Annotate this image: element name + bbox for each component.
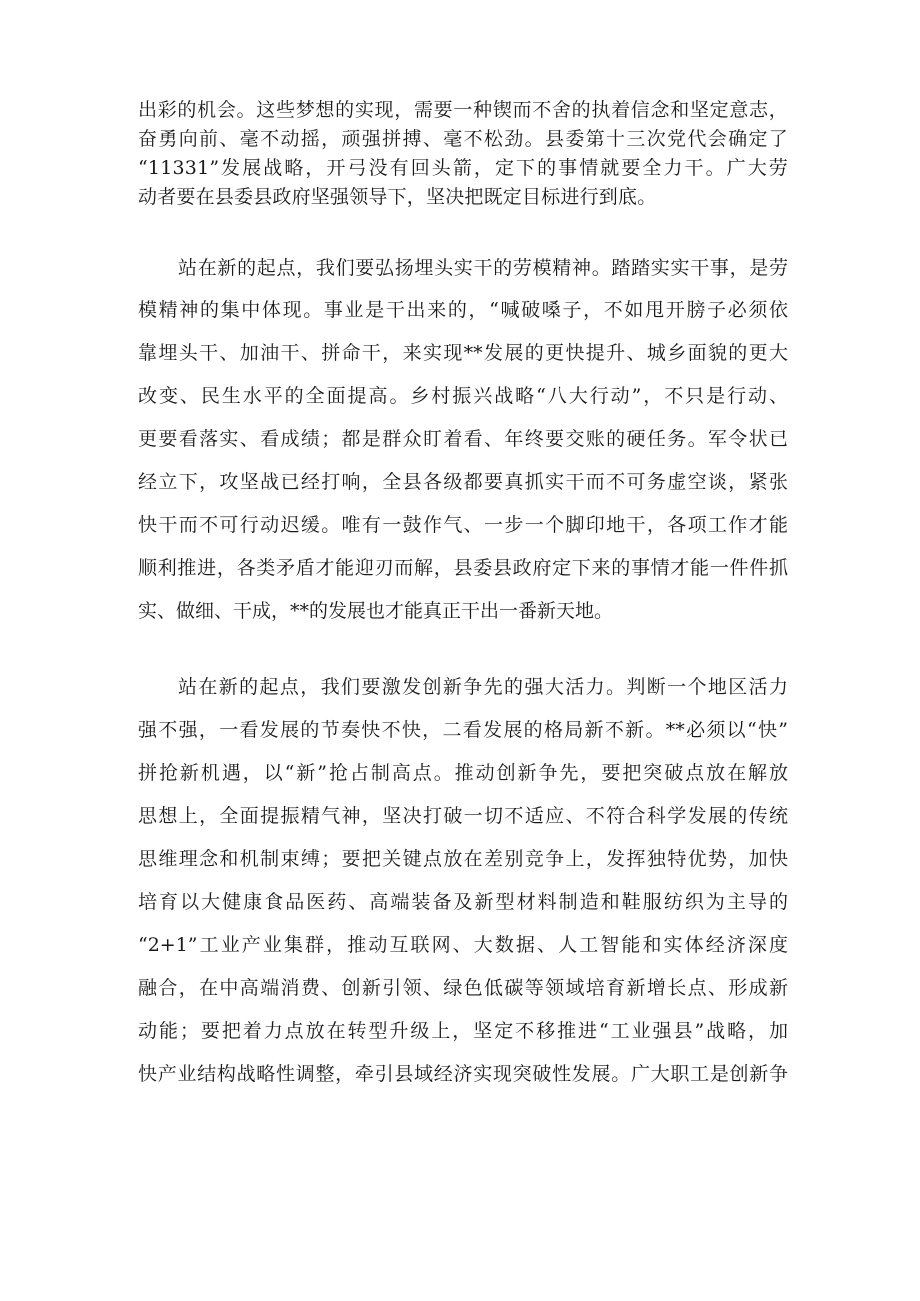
- paragraph-line: 动者要在县委县政府坚强领导下，坚决把既定目标进行到底。: [138, 186, 657, 208]
- paragraph-line: 强不强，一看发展的节奏快不快，二看发展的格局新不新。**必须以“快”: [138, 719, 788, 741]
- paragraph-line: 思维理念和机制束缚；要把关键点放在差别竞争上，发挥独特优势，加快: [138, 848, 788, 870]
- paragraph-line: 站在新的起点，我们要激发创新争先的强大活力。判断一个地区活力: [178, 676, 788, 698]
- paragraph-line: 模精神的集中体现。事业是干出来的，“喊破嗓子，不如甩开膀子必须依: [138, 299, 788, 321]
- paragraph-line: 经立下，攻坚战已经打响，全县各级都要真抓实干而不可务虚空谈，紧张: [138, 471, 788, 493]
- paragraph-line: 思想上，全面提振精气神，坚决打破一切不适应、不符合科学发展的传统: [138, 805, 788, 827]
- paragraph-line: 更要看落实、看成绩；都是群众盯着看、年终要交账的硬任务。军令状已: [138, 428, 788, 450]
- paragraph-line: “11331”发展战略，开弓没有回头箭，定下的事情就要全力干。广大劳: [138, 157, 788, 179]
- paragraph-line: 融合，在中高端消费、创新引领、绿色低碳等领域培育新增长点、形成新: [138, 977, 788, 999]
- paragraph-line: 拼抢新机遇，以“新”抢占制高点。推动创新争先，要把突破点放在解放: [138, 762, 788, 784]
- paragraph-line: 快干而不可行动迟缓。唯有一鼓作气、一步一个脚印地干，各项工作才能: [138, 514, 788, 536]
- paragraph-line: 动能；要把着力点放在转型升级上，坚定不移推进“工业强县”战略，加: [138, 1020, 788, 1042]
- paragraph-line: 快产业结构战略性调整，牵引县域经济实现突破性发展。广大职工是创新争: [138, 1063, 788, 1085]
- paragraph-line: 改变、民生水平的全面提高。乡村振兴战略“八大行动”，不只是行动、: [138, 385, 788, 407]
- paragraph-line: 出彩的机会。这些梦想的实现，需要一种锲而不舍的执着信念和坚定意志，: [138, 99, 788, 121]
- paragraph-line: 实、做细、干成，**的发展也才能真正干出一番新天地。: [138, 600, 614, 622]
- paragraph-line: 培育以大健康食品医药、高端装备及新型材料制造和鞋服纺织为主导的: [138, 891, 788, 913]
- paragraph-line: 靠埋头干、加油干、拼命干，来实现**发展的更快提升、城乡面貌的更大: [138, 342, 788, 364]
- paragraph-line: “2+1”工业产业集群，推动互联网、大数据、人工智能和实体经济深度: [138, 934, 788, 956]
- paragraph-line: 顺利推进，各类矛盾才能迎刃而解，县委县政府定下来的事情才能一件件抓: [138, 557, 788, 579]
- paragraph-line: 奋勇向前、毫不动摇，顽强拼搏、毫不松劲。县委第十三次党代会确定了: [138, 128, 788, 150]
- paragraph-line: 站在新的起点，我们要弘扬埋头实干的劳模精神。踏踏实实干事，是劳: [178, 257, 788, 279]
